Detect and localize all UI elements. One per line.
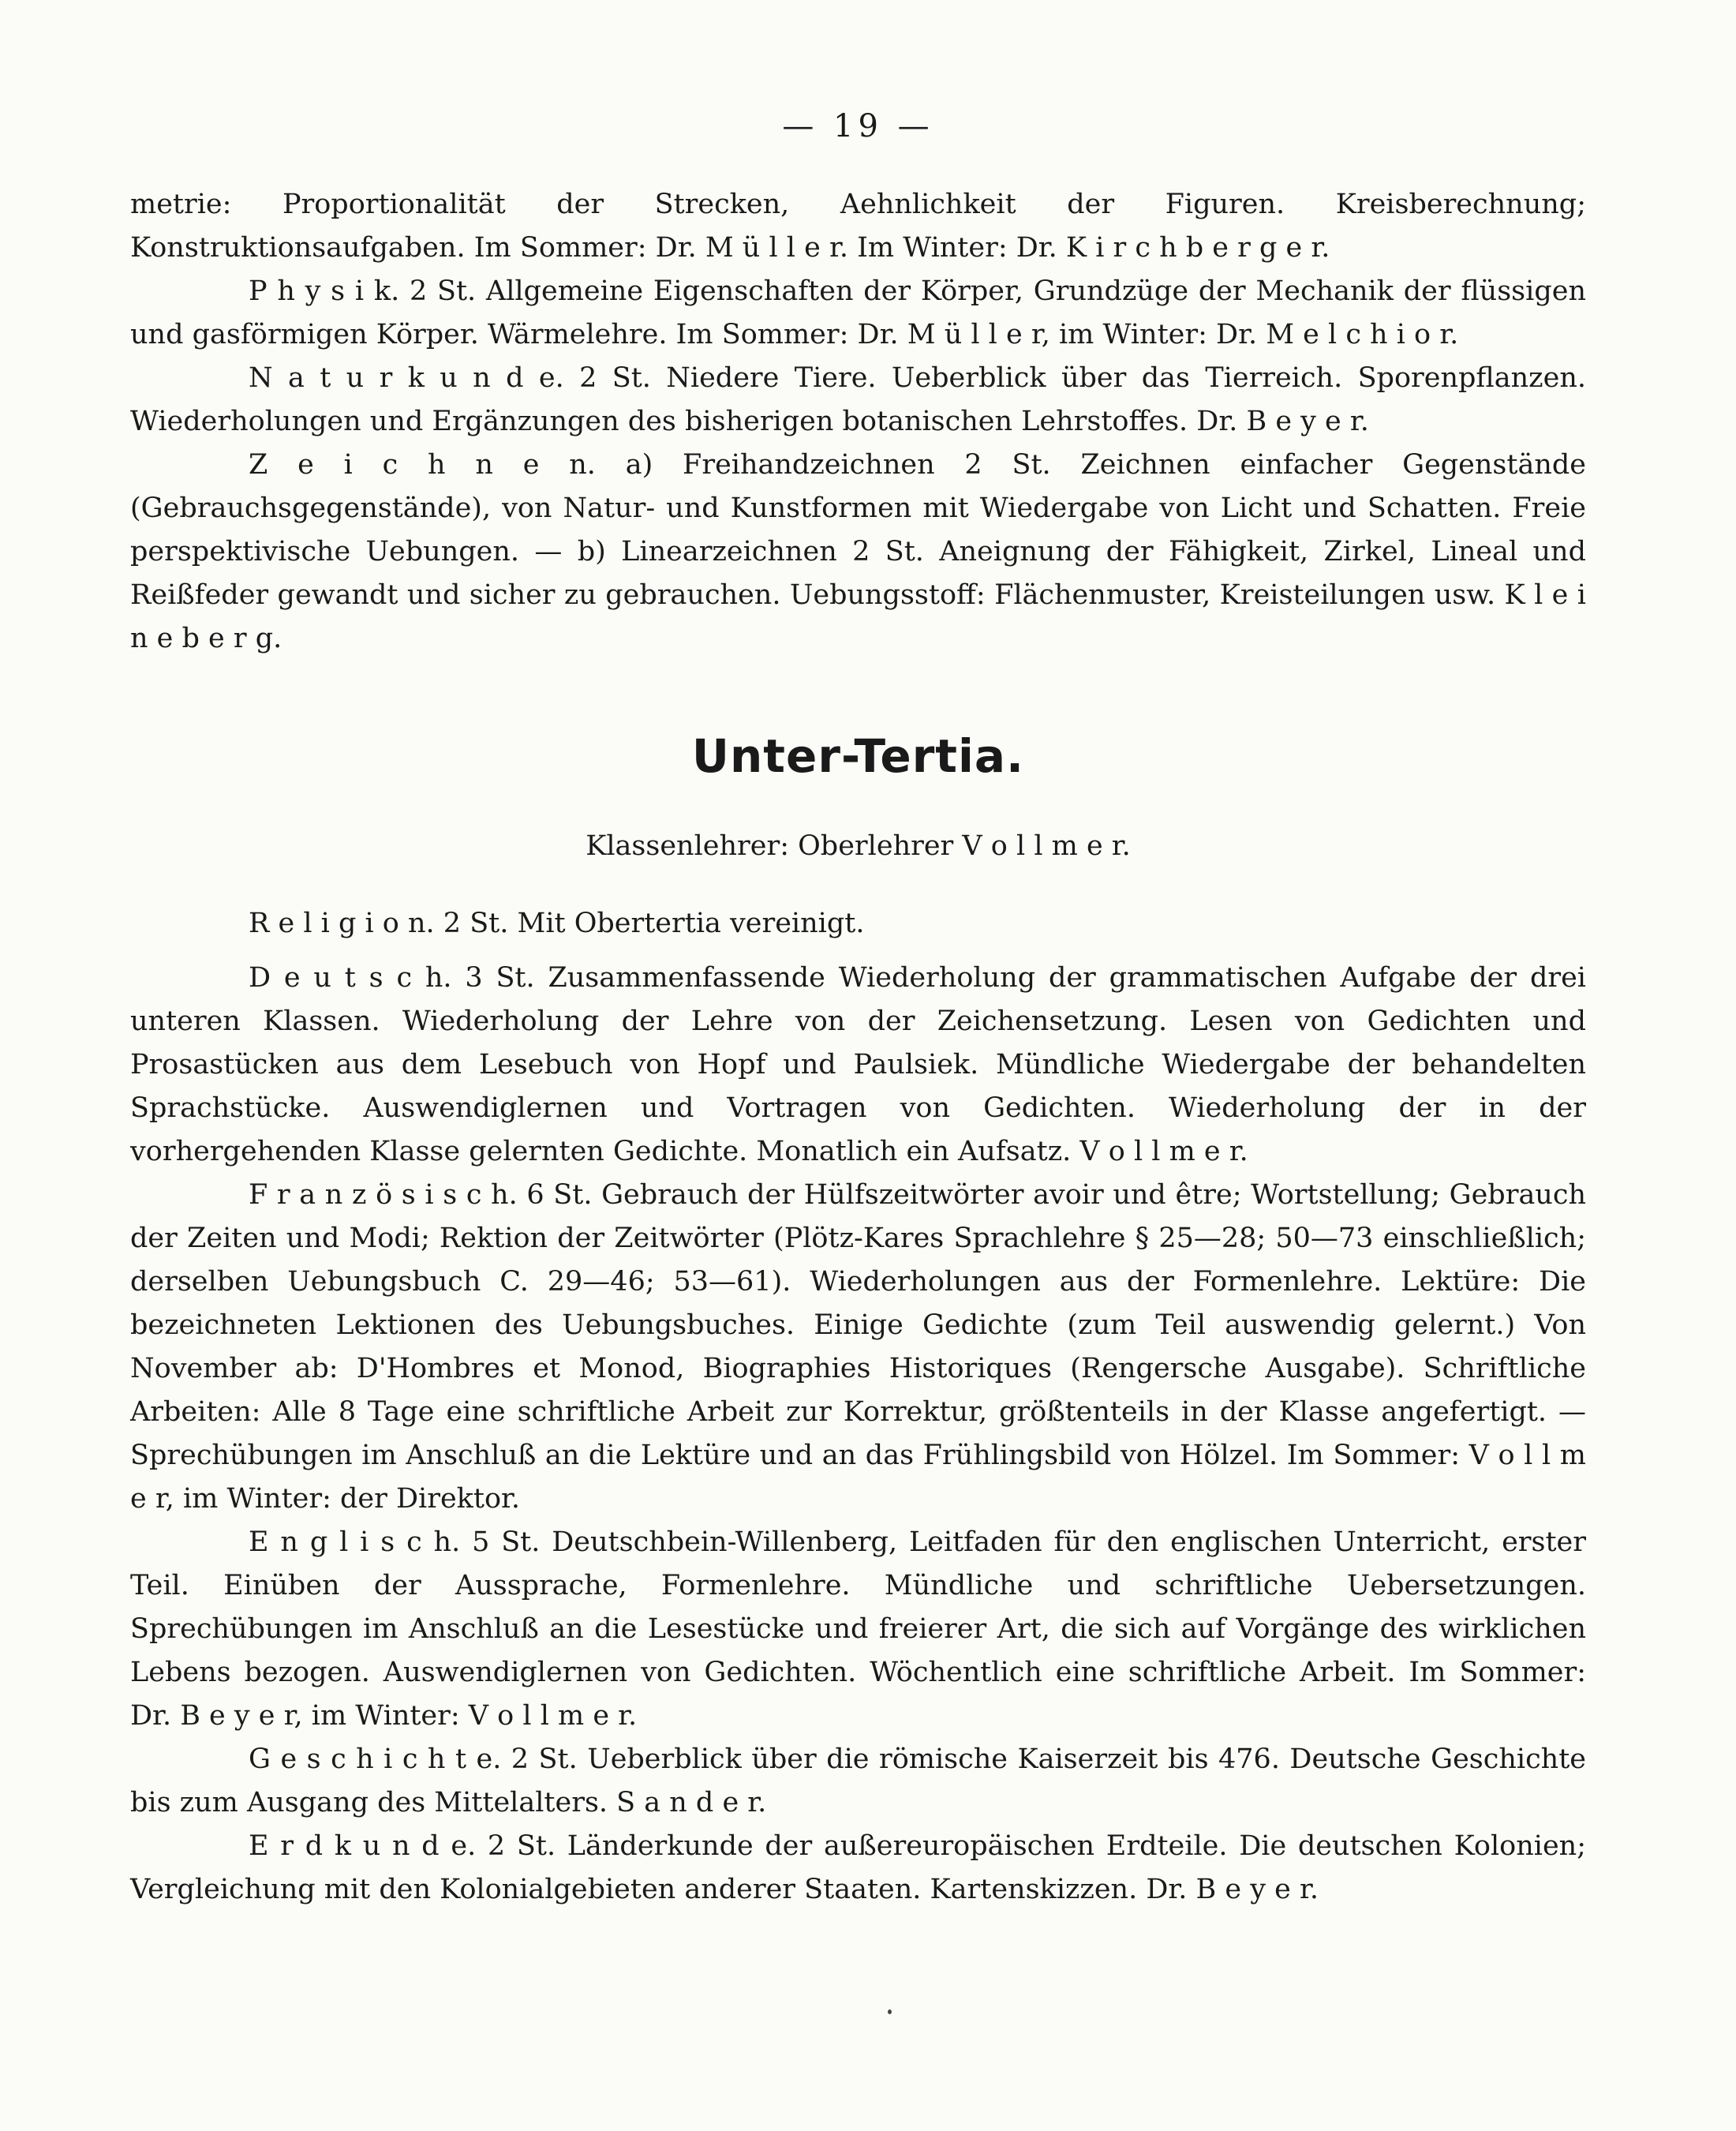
- section-title: Unter-Tertia.: [691, 729, 1025, 783]
- paragraph-erdkunde: E r d k u n d e. 2 St. Länderkunde der außereuropäischen Erdteile. Die deutschen Kolonien; Vergleichung mit den Kolonialgebieten anderer Staaten. Kartenskizzen. Dr. B e y e r.: [130, 1830, 1586, 1905]
- paragraph-deutsch: D e u t s c h. 3 St. Zusammenfassende Wiederholung der grammatischen Aufgabe der drei unteren Klassen. Wiederholung der Lehre von der Zeichensetzung. Lesen von Gedichten und Prosastücken aus dem Lesebuch von Hopf und Paulsiek. Mündliche Wiedergabe der behandelten Sprachstücke. Auswendiglernen und Vortragen von Gedichten. Wiederholung der in der vorhergehenden Klasse gelernten Gedichte. Monatlich ein Aufsatz. V o l l m e r.: [130, 962, 1586, 1167]
- paragraph-geschichte: G e s c h i c h t e. 2 St. Ueberblick über die römische Kaiserzeit bis 476. Deutsche Geschichte bis zum Ausgang des Mittelalters. S a n d e r.: [130, 1743, 1586, 1818]
- document-page: [130, 110, 1586, 2068]
- paragraph-zeichnen: Z e i c h n e n. a) Freihandzeichnen 2 St. Zeichnen einfacher Gegenstände (Gebrauchsgegenstände), von Natur- und Kunstformen mit Wiedergabe von Licht und Schatten. Freie perspektivische Uebungen. — b) Linearzeichnen 2 St. Aneignung der Fähigkeit, Zirkel, Lineal und Reißfeder gewandt und sicher zu gebrauchen. Uebungsstoff: Flächenmuster, Kreisteilungen usw. K l e i n e b e r g.: [130, 449, 1586, 654]
- spacer: [130, 946, 1586, 957]
- page-speck: [888, 2009, 892, 2014]
- paragraph-englisch: E n g l i s c h. 5 St. Deutschbein-Willenberg, Leitfaden für den englischen Unterricht, erster Teil. Einüben der Aussprache, Formenlehre. Mündliche und schriftliche Uebersetzungen. Sprechübungen im Anschluß an die Lesestücke und freierer Art, die sich auf Vorgänge des wirklichen Lebens bezogen. Auswendiglernen von Gedichten. Wöchentlich eine schriftliche Arbeit. Im Sommer: Dr. B e y e r, im Winter: V o l l m e r.: [130, 1526, 1586, 1732]
- page-number: — 19 —: [782, 108, 934, 144]
- paragraph-religion: R e l i g i o n. 2 St. Mit Obertertia vereinigt.: [249, 908, 865, 939]
- class-teacher-line: Klassenlehrer: Oberlehrer V o l l m e r.: [586, 830, 1131, 862]
- paragraph-naturkunde: N a t u r k u n d e. 2 St. Niedere Tiere. Ueberblick über das Tierreich. Sporenpflanzen. Wiederholungen und Ergänzungen des bisherigen botanischen Lehrstoffes. Dr. B e y e r.: [130, 362, 1586, 437]
- paragraph-mathematik-continued: metrie: Proportionalität der Strecken, Aehnlichkeit der Figuren. Kreisberechnung; Konstruktionsaufgaben. Im Sommer: Dr. M ü l l e r. Im Winter: Dr. K i r c h b e r g e r.: [130, 189, 1586, 264]
- paragraph-physik: P h y s i k. 2 St. Allgemeine Eigenschaften der Körper, Grundzüge der Mechanik der flüssigen und gasförmigen Körper. Wärmelehre. Im Sommer: Dr. M ü l l e r, im Winter: Dr. M e l c h i o r.: [130, 275, 1586, 350]
- paragraph-franzoesisch: F r a n z ö s i s c h. 6 St. Gebrauch der Hülfszeitwörter avoir und être; Wortstellung; Gebrauch der Zeiten und Modi; Rektion der Zeitwörter (Plötz-Kares Sprachlehre § 25—28; 50—73 einschließlich; derselben Uebungsbuch C. 29—46; 53—61). Wiederholungen aus der Formenlehre. Lektüre: Die bezeichneten Lektionen des Uebungsbuches. Einige Gedichte (zum Teil auswendig gelernt.) Von November ab: D'Hombres et Monod, Biographies Historiques (Rengersche Ausgabe). Schriftliche Arbeiten: Alle 8 Tage eine schriftliche Arbeit zur Korrektur, größtenteils in der Klasse angefertigt. — Sprechübungen im Anschluß an die Lektüre und an das Frühlingsbild von Hölzel. Im Sommer: V o l l m e r, im Winter: der Direktor.: [130, 1179, 1586, 1515]
